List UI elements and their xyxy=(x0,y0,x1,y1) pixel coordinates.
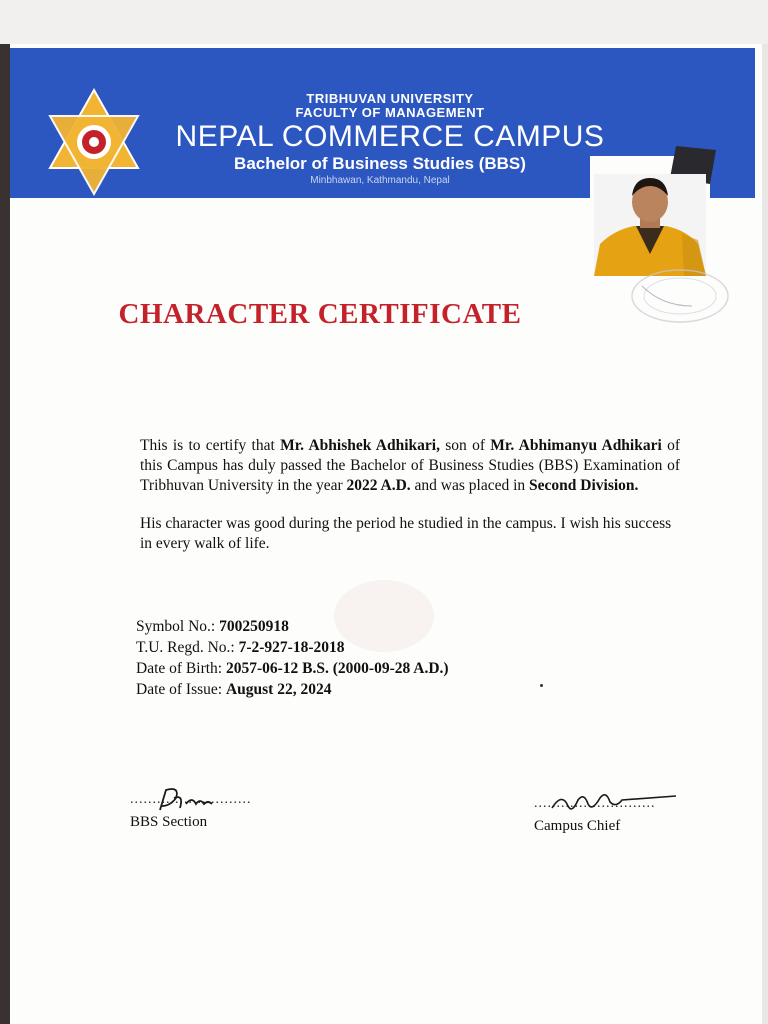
bbs-section-signature-block xyxy=(130,792,270,831)
signature-dots: ........................... xyxy=(130,792,252,807)
program-name: Bachelor of Business Studies (BBS) xyxy=(234,154,526,173)
bbs-section-label: BBS Section xyxy=(130,814,208,830)
regd-number: 7-2-927-18-2018 xyxy=(238,639,345,656)
certificate-paragraph-2: His character was good during the period he studied in the campus. I wish his success in every walk of life. xyxy=(140,515,672,552)
student-details xyxy=(136,616,656,700)
portrait-icon xyxy=(594,174,706,276)
detail-label: Date of Issue: xyxy=(136,681,226,698)
regd-number-row xyxy=(136,637,656,658)
signature-dots: ........................... xyxy=(534,796,656,811)
campus-name: NEPAL COMMERCE CAMPUS xyxy=(175,120,605,153)
scan-top-margin xyxy=(0,0,768,44)
body-text-segment: of this Campus has duly passed the Bachelor of Business Studies (BBS) Examination of Tribhuvan University in the year xyxy=(140,437,680,494)
certificate-title: CHARACTER CERTIFICATE xyxy=(118,298,522,330)
signature-line xyxy=(130,792,270,814)
university-emblem-icon xyxy=(46,88,142,196)
father-name: Mr. Abhimanyu Adhikari xyxy=(490,437,662,454)
passing-year: 2022 A.D. xyxy=(346,477,411,494)
certificate-body xyxy=(140,436,680,554)
paper-speck xyxy=(540,684,543,687)
certificate-paragraph-1 xyxy=(140,436,680,496)
campus-chief-label: Campus Chief xyxy=(534,818,621,834)
signature-line xyxy=(534,796,694,818)
campus-seal-icon xyxy=(622,266,732,330)
symbol-number: 700250918 xyxy=(219,618,289,635)
university-name: TRIBHUVAN UNIVERSITY xyxy=(306,91,474,106)
date-of-birth: 2057-06-12 B.S. (2000-09-28 A.D.) xyxy=(225,660,449,677)
detail-label: Symbol No.: xyxy=(136,618,220,635)
division: Second Division. xyxy=(529,477,639,494)
detail-label: T.U. Regd. No.: xyxy=(136,639,239,656)
body-text-segment: son of xyxy=(439,437,491,454)
header-text xyxy=(150,92,630,188)
body-text-segment: and was placed in xyxy=(410,477,530,494)
faculty-name: FACULTY OF MANAGEMENT xyxy=(295,105,485,120)
detail-label: Date of Birth: xyxy=(136,660,226,677)
campus-address: Minbhawan, Kathmandu, Nepal xyxy=(310,175,450,186)
signature-icon xyxy=(150,784,230,814)
student-name: Mr. Abhishek Adhikari, xyxy=(280,437,440,454)
signature-icon xyxy=(548,788,678,818)
symbol-number-row xyxy=(136,616,656,637)
campus-chief-signature-block xyxy=(534,796,694,835)
student-photo xyxy=(594,174,706,276)
dob-row xyxy=(136,658,656,679)
body-text-segment: This is to certify that xyxy=(140,437,281,454)
issue-date-row xyxy=(136,679,656,700)
certificate-paper xyxy=(10,44,762,1024)
date-of-issue: August 22, 2024 xyxy=(225,681,332,698)
